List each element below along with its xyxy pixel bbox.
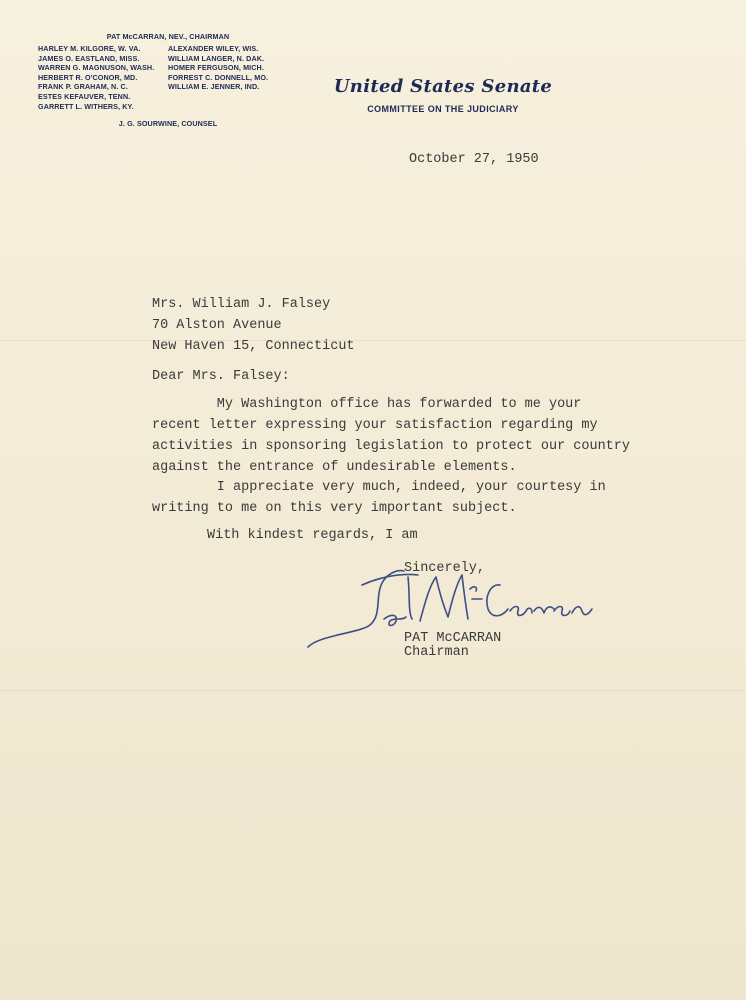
committee-name: COMMITTEE ON THE JUDICIARY: [367, 104, 519, 114]
members-list: [38, 44, 298, 111]
senate-title: United States Senate: [333, 76, 553, 97]
member-name: FRANK P. GRAHAM, N. C.: [38, 82, 128, 92]
body-paragraph-1: [152, 394, 630, 478]
member-name: HOMER FERGUSON, MICH.: [168, 63, 264, 73]
member-name: ALEXANDER WILEY, WIS.: [168, 44, 259, 53]
address-line: Mrs. William J. Falsey: [152, 297, 331, 312]
letter-date: October 27, 1950: [409, 152, 539, 167]
body-line: against the entrance of undesirable elements.: [152, 460, 517, 475]
letterhead-committee-members: [38, 32, 298, 128]
member-name: WILLIAM LANGER, N. DAK.: [168, 53, 265, 63]
members-left-column: [38, 44, 168, 111]
paper-fold: [0, 340, 746, 341]
signer-name: PAT McCARRAN: [404, 631, 502, 646]
recipient-address: [152, 294, 355, 357]
body-line: activities in sponsoring legislation to protect our country: [152, 439, 630, 454]
paper-fold: [0, 690, 746, 691]
counsel-line: J. G. SOURWINE, COUNSEL: [118, 119, 218, 129]
body-line: recent letter expressing your satisfaction regarding my: [152, 418, 598, 433]
closing-line: With kindest regards, I am: [207, 528, 418, 543]
members-right-column: [168, 44, 298, 111]
body-paragraph-2: [152, 477, 606, 519]
body-line: I appreciate very much, indeed, your courtesy in: [152, 480, 606, 495]
member-name: ESTES KEFAUVER, TENN.: [38, 91, 131, 101]
address-line: New Haven 15, Connecticut: [152, 339, 355, 354]
sincerely: Sincerely,: [404, 561, 486, 576]
salutation: Dear Mrs. Falsey:: [152, 369, 290, 384]
body-line: My Washington office has forwarded to me your: [152, 397, 582, 412]
body-line: writing to me on this very important subject.: [152, 501, 517, 516]
member-name: HARLEY M. KILGORE, W. VA.: [38, 44, 141, 53]
member-name: GARRETT L. WITHERS, KY.: [38, 101, 134, 111]
member-name: FORREST C. DONNELL, MO.: [168, 72, 269, 82]
member-name: WILLIAM E. JENNER, IND.: [168, 82, 260, 92]
member-name: JAMES O. EASTLAND, MISS.: [38, 53, 140, 63]
chairman-line: PAT McCARRAN, NEV., CHAIRMAN: [106, 32, 230, 41]
address-line: 70 Alston Avenue: [152, 318, 282, 333]
member-name: HERBERT R. O'CONOR, MD.: [38, 72, 138, 82]
member-name: WARREN G. MAGNUSON, WASH.: [38, 63, 155, 73]
signer-title: Chairman: [404, 645, 469, 660]
